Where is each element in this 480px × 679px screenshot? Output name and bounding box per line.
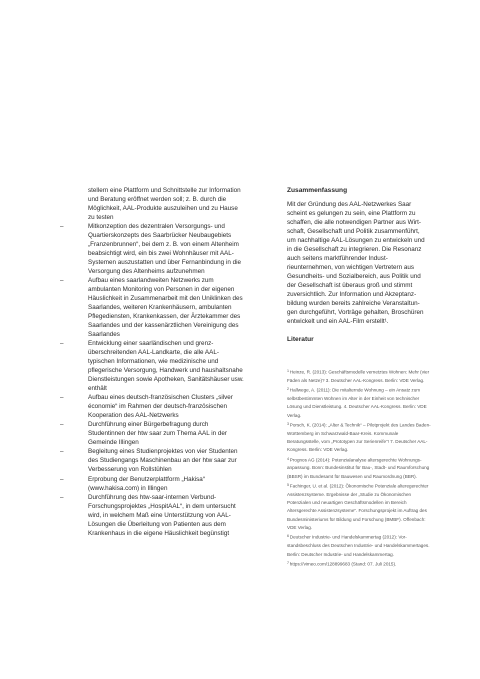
reference-entry[interactable] bbox=[287, 559, 432, 569]
bullet-item bbox=[60, 447, 244, 474]
literature-heading: Literatur bbox=[287, 336, 314, 344]
reference-number: 4 bbox=[287, 456, 289, 461]
bullet-item bbox=[60, 339, 244, 393]
bullet-dash: – bbox=[60, 277, 64, 285]
reference-text: Deutscher Industrie- und Handelskammertag (2012): Vorstandsbeschluss des Deutschen Industrie- und Handelskammertages. Berlin: Deutscher Industrie- und Handelskammertag. bbox=[287, 534, 430, 557]
bullet-item bbox=[60, 276, 244, 339]
right-column bbox=[287, 186, 427, 344]
literature-list bbox=[287, 367, 432, 569]
summary-paragraph: Mit der Gründung des AAL-Netzwerkes Saar scheint es gelungen zu sein, eine Plattform zu schaffen, die alle notwendigen Partner aus Wirtschaft, Gesellschaft und Politik zusammenführt, um nachhaltige AAL-Lösungen zu entwickeln und in die Gesellschaft zu integrieren. Die Resonanz auch seitens marktführender Industrieunternehmen, von wichtigen Vertretern aus Gesundheits- und Sozialbereich, aus Politik und der Gesellschaft ist überaus groß und stimmt zuversichtlich. Zur Information und Akzeptanzbildung wurden bereits zahlreiche Veranstaltungen durchgeführt, Vorträge gehalten, Broschüren entwickelt und ein AAL-Film erstellt¹. bbox=[287, 201, 425, 326]
bullet-dash: – bbox=[60, 223, 64, 231]
bullet-item bbox=[60, 493, 244, 538]
bullet-text: Erprobung der Benutzerplattform „Hakisa“ (www.hakisa.com) in Illingen bbox=[88, 475, 205, 492]
bullet-text: Durchführung des htw-saar-internen Verbund-Forschungsprojektes „HospitAAL“, in dem untersucht wird, in welchem Maß eine Unterstützung von AAL-Lösungen die Überleitung von Patienten aus dem Krankenhaus in die eigene Häuslichkeit begünstigt bbox=[88, 493, 236, 537]
reference-number: 7 bbox=[287, 560, 289, 565]
bullet-text: Aufbau eines saarlandweiten Netzwerks zum ambulanten Monitoring von Personen in der eigenen Häuslichkeit in Zusammenarbeit mit den Uniklinken des Saarlandes, weiteren Krankenhäusern, ambulanten Pflegediensten, Krankenkassen, der Ärztekammer des Saarlandes und der kassenärztlichen Vereinigung des Saarlandes bbox=[88, 277, 243, 339]
reference-number: 2 bbox=[287, 387, 289, 392]
reference-entry bbox=[287, 481, 432, 532]
reference-text: Hallwege, A. (2011): Die mitalternde Wohnung – ein Ansatz zum selbstbestimmten Wohnen im Alter in der Einheit von technischer Lösung und Dienstleistung. 4. Deutscher AAL-Kongress. Berlin: VDE Verlag. bbox=[287, 387, 427, 418]
reference-entry bbox=[287, 532, 432, 558]
reference-number: 1 bbox=[287, 369, 289, 373]
bullet-dash: – bbox=[60, 421, 64, 429]
bullet-text: Mitkonzeption des dezentralen Versorgungs- und Quartierskonzepts des Saarbrücker Neubaugebiets „Franzenbrunnen“, bei dem z. B. von einem Altenheim beabsichtigt wird, ein bis zwei Wohnhäuser mit AAL-Systemen auszustatten und über Fernanbindung in die Versorgung des Altenheims aufzunehmen bbox=[88, 223, 241, 276]
lead-paragraph: stellern eine Plattform und Schnittstelle zur Information und Beratung eröffnet werden soll; z. B. durch die Möglichkeit, AAL-Produkte auszuleihen und zu Hause zu testen bbox=[88, 187, 241, 222]
reference-text: Prognos AG (2014): Potenzialanalyse altersgerechte Wohnungsanpassung. Bonn: Bundesinstitut für Bau-, Stadt- und Raumforschung (BBSR) im Bundesamt für Bauwesen und Raumordnung (BBR). bbox=[287, 457, 430, 479]
reference-text: Fachinger, U. et al. (2012): Ökonomische Potenziale alteregerechter Assistenzsysteme. Ergebnisse der „Studie zu Ökonomischen Potenzialen und neuartigen Geschäftsmodellen im Bereich Altersgerechte Assistenzsysteme“. Forschungsprojekt im Auftrag des Bundesministeriums für Bildung und Forschung (BMBF). Offenbach: VDE Verlag. bbox=[287, 483, 429, 531]
reference-number: 3 bbox=[287, 421, 289, 426]
bullet-item bbox=[60, 420, 244, 447]
reference-link[interactable]: https://vimeo.com/128899683 (Stand: 07. Juli 2015). bbox=[289, 561, 397, 567]
bullet-dash: – bbox=[60, 493, 64, 501]
reference-text: Heinze, R. (2013): Geschäftsmodelle vernetztes Wohnen: Mehr (vier Fäden als Netze)? 3. Deutscher AAL-Kongress. Berlin: VDE Verlag. bbox=[287, 369, 430, 383]
bullet-text: Durchführung einer Bürgerbefragung durch Studentinnen der htw saar zum Thema AAL in der Gemeinde Illingen bbox=[88, 421, 227, 447]
reference-entry bbox=[287, 455, 432, 481]
bullet-text: Begleitung eines Studienprojektes von vier Studenten des Studiengangs Maschinenbau an der htw saar zur Verbesserung von Rollstühlen bbox=[88, 448, 238, 474]
reference-entry bbox=[287, 385, 432, 420]
summary-heading: Zusammenfassung bbox=[287, 187, 348, 194]
reference-text: Porsch, K. (2014): „Alter & Technik“ – Pilotprojekt des Landes Baden-Württemberg im Schwarzwald-Baar-Kreis. Kommunale Beratungsstelle, vom „Prototypen zur Serienreife“! 7. Deutscher AAL-Kongress. Berlin: VDE Verlag. bbox=[287, 422, 431, 453]
bullet-dash: – bbox=[60, 448, 64, 456]
left-column bbox=[60, 186, 244, 538]
bullet-item bbox=[60, 393, 244, 420]
bullet-dash: – bbox=[60, 340, 64, 348]
bullet-item bbox=[60, 475, 244, 493]
bullet-dash: – bbox=[60, 475, 64, 483]
reference-number: 6 bbox=[287, 534, 289, 539]
bullet-text: Aufbau eines deutsch-französischen Clusters „silver économie“ im Rahmen der deutsch-französischen Kooperation des AAL-Netzwerks bbox=[88, 394, 233, 420]
reference-number: 5 bbox=[287, 483, 289, 488]
bullet-text: Entwicklung einer saarländischen und grenzüberschreitenden AAL-Landkarte, die alle AAL-typischen Informationen, wie medizinische und pflegerische Versorgung, Handwerk und haushaltsnahe Dienstleistungen sowie Apotheken, Sanitätshäuser usw. enthält bbox=[88, 340, 244, 393]
bullet-item bbox=[60, 222, 244, 276]
bullet-dash: – bbox=[60, 394, 64, 402]
reference-entry bbox=[287, 420, 432, 455]
reference-entry bbox=[287, 367, 432, 385]
